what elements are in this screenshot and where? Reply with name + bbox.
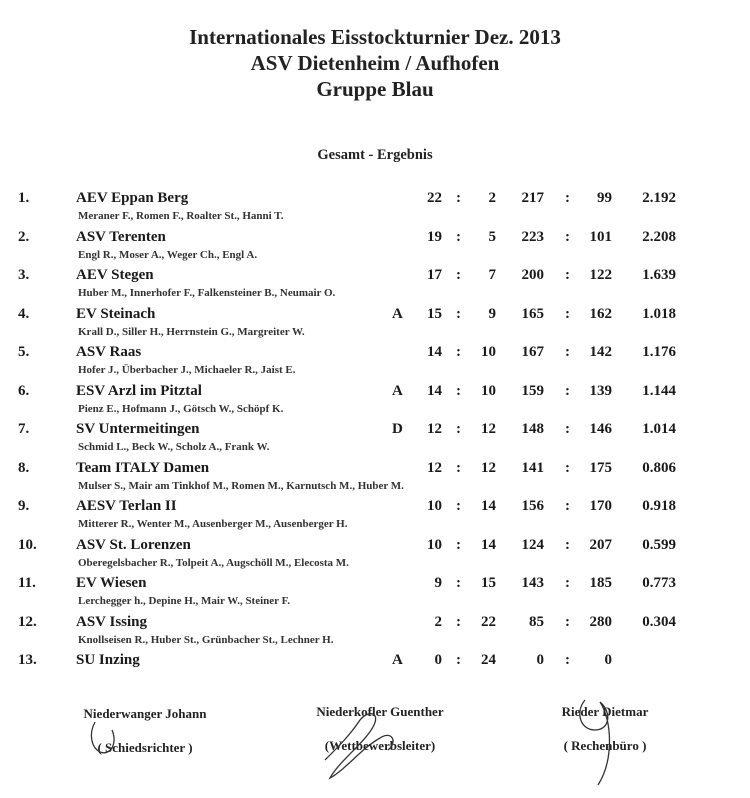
team-rank: 1.	[18, 190, 30, 206]
quotient: 0.773	[642, 575, 676, 591]
points-separator: :	[456, 344, 461, 360]
handwritten-signature-3	[580, 700, 610, 785]
signature-role: ( Schiedsrichter )	[97, 740, 193, 755]
team-name: AEV Stegen	[76, 267, 154, 283]
team-name: EV Wiesen	[76, 575, 147, 591]
team-name: ESV Arzl im Pitztal	[76, 382, 202, 399]
points-for: 10	[427, 536, 442, 553]
team-name: ASV Raas	[76, 344, 142, 360]
points-for: 12	[427, 421, 442, 437]
country-flag: D	[392, 421, 403, 437]
team-players: Krall D., Siller H., Herrnstein G., Margreiter W.	[78, 325, 305, 338]
score-for: 167	[521, 344, 544, 360]
team-name: ASV Terenten	[76, 228, 166, 245]
team-rank: 10.	[18, 536, 37, 553]
quotient: 2.192	[642, 190, 676, 206]
team-players: Hofer J., Überbacher J., Michaeler R., Jaist E.	[78, 364, 296, 376]
points-against: 10	[481, 344, 496, 360]
score-for: 217	[521, 190, 544, 206]
score-separator: :	[565, 228, 570, 245]
team-players: Mitterer R., Wenter M., Ausenberger M., Ausenberger H.	[78, 518, 348, 530]
score-against: 122	[589, 267, 612, 283]
points-against: 12	[481, 459, 496, 476]
team-rank: 11.	[18, 575, 36, 591]
quotient: 1.014	[642, 421, 676, 437]
points-separator: :	[456, 536, 461, 553]
team-rank: 4.	[18, 305, 30, 322]
team-name: AESV Terlan II	[76, 498, 177, 514]
team-rank: 7.	[18, 421, 30, 437]
quotient: 0.918	[642, 498, 676, 514]
points-against: 9	[488, 305, 496, 322]
team-players: Engl R., Moser A., Weger Ch., Engl A.	[78, 248, 258, 261]
quotient: 0.304	[642, 613, 676, 630]
score-against: 139	[589, 382, 612, 399]
group-title: Gruppe Blau	[316, 77, 434, 101]
score-for: 156	[521, 498, 544, 514]
team-rank: 5.	[18, 344, 30, 360]
points-against: 14	[481, 498, 496, 514]
score-separator: :	[565, 344, 570, 360]
score-separator: :	[565, 190, 570, 206]
quotient: 1.176	[642, 344, 676, 360]
team-players: Pienz E., Hofmann J., Götsch W., Schöpf K.	[78, 402, 284, 415]
points-separator: :	[456, 228, 461, 245]
country-flag: A	[392, 652, 403, 668]
quotient: 1.144	[642, 382, 676, 399]
country-flag: A	[392, 382, 403, 399]
quotient: 2.208	[642, 228, 676, 245]
score-for: 159	[521, 382, 544, 399]
points-against: 12	[481, 421, 496, 437]
team-name: Team ITALY Damen	[76, 459, 210, 476]
points-for: 19	[427, 228, 442, 245]
team-players: Mulser S., Mair am Tinkhof M., Romen M., Karnutsch M., Huber M.	[78, 479, 404, 492]
team-rank: 12.	[18, 613, 37, 630]
team-rank: 2.	[18, 228, 30, 245]
quotient: 0.806	[642, 459, 676, 476]
points-against: 24	[481, 652, 496, 668]
team-name: ASV Issing	[76, 613, 148, 630]
points-against: 2	[488, 190, 496, 206]
team-name: SV Untermeitingen	[76, 421, 200, 437]
points-separator: :	[456, 459, 461, 476]
score-for: 148	[521, 421, 544, 437]
country-flag: A	[392, 305, 403, 322]
team-name: EV Steinach	[76, 305, 156, 322]
score-for: 85	[529, 613, 544, 630]
points-for: 14	[427, 382, 442, 399]
team-rank: 13.	[18, 652, 37, 668]
team-name: SU Inzing	[76, 652, 140, 668]
score-separator: :	[565, 305, 570, 322]
quotient: 1.018	[642, 305, 676, 322]
signature-name: Niederkofler Guenther	[316, 704, 444, 719]
score-for: 200	[521, 267, 544, 283]
score-against: 99	[597, 190, 612, 206]
team-players: Lerchegger h., Depine H., Mair W., Steiner F.	[78, 595, 291, 607]
score-separator: :	[565, 267, 570, 283]
points-for: 22	[427, 190, 442, 206]
points-for: 0	[434, 652, 442, 668]
score-against: 101	[589, 228, 612, 245]
points-for: 2	[434, 613, 442, 630]
team-rank: 3.	[18, 267, 30, 283]
score-separator: :	[565, 652, 570, 668]
score-separator: :	[565, 382, 570, 399]
score-against: 170	[589, 498, 612, 514]
handwritten-signature-2	[325, 714, 393, 778]
points-for: 10	[427, 498, 442, 514]
points-separator: :	[456, 305, 461, 322]
score-against: 162	[589, 305, 612, 322]
points-for: 17	[427, 267, 442, 283]
score-for: 223	[521, 228, 544, 245]
score-separator: :	[565, 536, 570, 553]
tournament-title: Internationales Eisstockturnier Dez. 2013	[189, 25, 561, 49]
points-for: 15	[427, 305, 442, 322]
score-against: 175	[589, 459, 612, 476]
score-against: 185	[589, 575, 612, 591]
points-for: 12	[427, 459, 442, 476]
team-players: Meraner F., Romen F., Roalter St., Hanni T.	[78, 210, 284, 222]
points-for: 9	[434, 575, 442, 591]
points-against: 15	[481, 575, 496, 591]
team-players: Knollseisen R., Huber St., Grünbacher St., Lechner H.	[78, 633, 334, 646]
score-for: 124	[521, 536, 544, 553]
score-against: 0	[604, 652, 612, 668]
organizer-title: ASV Dietenheim / Aufhofen	[250, 51, 500, 75]
points-separator: :	[456, 382, 461, 399]
points-against: 14	[481, 536, 496, 553]
points-against: 22	[481, 613, 496, 630]
points-separator: :	[456, 498, 461, 514]
quotient: 1.639	[642, 267, 676, 283]
score-for: 165	[521, 305, 544, 322]
score-separator: :	[565, 498, 570, 514]
team-players: Huber M., Innerhofer F., Falkensteiner B., Neumair O.	[78, 287, 336, 299]
quotient: 0.599	[642, 536, 676, 553]
score-separator: :	[565, 421, 570, 437]
score-separator: :	[565, 613, 570, 630]
team-players: Schmid L., Beck W., Scholz A., Frank W.	[78, 441, 270, 453]
handwritten-signature-1	[91, 722, 114, 753]
score-separator: :	[565, 459, 570, 476]
points-for: 14	[427, 344, 442, 360]
score-for: 141	[521, 459, 544, 476]
score-for: 0	[536, 652, 544, 668]
signature-name: Rieder Dietmar	[561, 704, 649, 719]
team-name: AEV Eppan Berg	[76, 190, 189, 206]
team-name: ASV St. Lorenzen	[76, 536, 191, 553]
signature-role: (Wettbewerbsleiter)	[324, 738, 436, 753]
points-separator: :	[456, 613, 461, 630]
points-separator: :	[456, 267, 461, 283]
score-separator: :	[565, 575, 570, 591]
score-against: 146	[589, 421, 612, 437]
points-separator: :	[456, 421, 461, 437]
team-rank: 9.	[18, 498, 30, 514]
score-against: 207	[589, 536, 612, 553]
team-players: Oberegelsbacher R., Tolpeit A., Augschöll M., Elecosta M.	[78, 556, 349, 569]
signature-name: Niederwanger Johann	[83, 706, 207, 721]
signature-role: ( Rechenbüro )	[563, 738, 647, 753]
points-separator: :	[456, 575, 461, 591]
points-against: 10	[481, 382, 496, 399]
results-subtitle: Gesamt - Ergebnis	[317, 147, 433, 163]
points-against: 7	[488, 267, 496, 283]
points-against: 5	[488, 228, 496, 245]
score-against: 142	[589, 344, 612, 360]
points-separator: :	[456, 652, 461, 668]
score-for: 143	[521, 575, 544, 591]
team-rank: 8.	[18, 459, 30, 476]
score-against: 280	[589, 613, 612, 630]
team-rank: 6.	[18, 382, 30, 399]
points-separator: :	[456, 190, 461, 206]
